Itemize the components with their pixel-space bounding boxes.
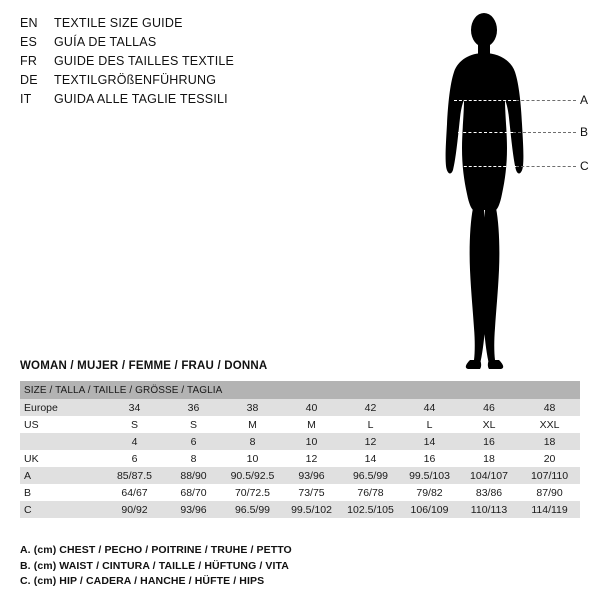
language-title: TEXTILGRÖßENFÜHRUNG — [54, 73, 217, 87]
table-cell: 18 — [519, 433, 580, 450]
table-cell: XL — [459, 416, 519, 433]
table-cell: 93/96 — [164, 501, 223, 518]
table-cell: 20 — [519, 450, 580, 467]
table-cell: 34 — [105, 399, 164, 416]
table-cell: S — [164, 416, 223, 433]
table-cell: 90/92 — [105, 501, 164, 518]
table-row — [20, 433, 580, 450]
table-cell: 68/70 — [164, 484, 223, 501]
language-title: GUIDA ALLE TAGLIE TESSILI — [54, 92, 228, 106]
measurement-label-b: B — [580, 125, 589, 139]
legend-item-b: B. (cm) WAIST / CINTURA / TAILLE / HÜFTUNG / VITA — [20, 559, 289, 572]
table-cell: 12 — [282, 450, 341, 467]
table-row — [20, 416, 580, 433]
table-cell: 36 — [164, 399, 223, 416]
section-title-woman: WOMAN / MUJER / FEMME / FRAU / DONNA — [20, 360, 268, 372]
table-cell: 114/119 — [519, 501, 580, 518]
table-cell: 14 — [341, 450, 400, 467]
measurement-label-a: A — [580, 93, 589, 107]
language-code: ES — [20, 35, 38, 49]
table-cell: 104/107 — [459, 467, 519, 484]
female-body-icon — [420, 8, 590, 373]
measurement-line-b-outer — [513, 132, 576, 133]
table-cell: 48 — [519, 399, 580, 416]
table-cell: M — [282, 416, 341, 433]
language-code: EN — [20, 16, 38, 30]
table-cell: 44 — [400, 399, 459, 416]
table-cell: 76/78 — [341, 484, 400, 501]
table-cell: 73/75 — [282, 484, 341, 501]
language-title: GUÍA DE TALLAS — [54, 35, 157, 49]
language-row — [20, 73, 350, 92]
table-cell: 88/90 — [164, 467, 223, 484]
table-cell: 85/87.5 — [105, 467, 164, 484]
table-cell: 16 — [459, 433, 519, 450]
table-cell: 110/113 — [459, 501, 519, 518]
language-row — [20, 54, 350, 73]
table-row — [20, 399, 580, 416]
table-cell: 10 — [223, 450, 282, 467]
row-label — [20, 433, 105, 450]
table-cell: 38 — [223, 399, 282, 416]
table-cell: 8 — [223, 433, 282, 450]
table-cell: 40 — [282, 399, 341, 416]
table-cell: 12 — [341, 433, 400, 450]
table-cell: 106/109 — [400, 501, 459, 518]
language-code: DE — [20, 73, 38, 87]
table-cell: S — [105, 416, 164, 433]
table-row — [20, 484, 580, 501]
table-header-row — [20, 381, 580, 399]
table-cell: 99.5/103 — [400, 467, 459, 484]
table-cell: 18 — [459, 450, 519, 467]
table-cell: L — [400, 416, 459, 433]
table-cell: 70/72.5 — [223, 484, 282, 501]
table-row — [20, 467, 580, 484]
table-row — [20, 450, 580, 467]
table-cell: 96.5/99 — [223, 501, 282, 518]
size-table — [20, 381, 580, 518]
table-cell: 4 — [105, 433, 164, 450]
measurement-line-a-inner — [454, 100, 516, 101]
table-cell: 99.5/102 — [282, 501, 341, 518]
table-cell: 42 — [341, 399, 400, 416]
table-cell: 8 — [164, 450, 223, 467]
row-label: US — [20, 416, 105, 433]
row-label: UK — [20, 450, 105, 467]
table-cell: 46 — [459, 399, 519, 416]
language-row — [20, 16, 350, 35]
table-cell: M — [223, 416, 282, 433]
table-row — [20, 501, 580, 518]
table-cell: 16 — [400, 450, 459, 467]
table-cell: 96.5/99 — [341, 467, 400, 484]
table-cell: 83/86 — [459, 484, 519, 501]
table-cell: 14 — [400, 433, 459, 450]
table-header-label: SIZE / TALLA / TAILLE / GRÖSSE / TAGLIA — [20, 381, 580, 399]
table-cell: 10 — [282, 433, 341, 450]
language-code: IT — [20, 92, 32, 106]
measurement-line-c-inner — [454, 166, 516, 167]
language-row — [20, 35, 350, 54]
measurement-line-b-inner — [458, 132, 513, 133]
female-silhouette-figure — [420, 8, 590, 373]
measurement-label-c: C — [580, 159, 589, 173]
row-label: B — [20, 484, 105, 501]
table-cell: 107/110 — [519, 467, 580, 484]
legend-item-a: A. (cm) CHEST / PECHO / POITRINE / TRUHE / PETTO — [20, 544, 292, 556]
table-cell: 6 — [164, 433, 223, 450]
table-cell: 79/82 — [400, 484, 459, 501]
row-label: A — [20, 467, 105, 484]
table-cell: 90.5/92.5 — [223, 467, 282, 484]
size-table-container — [20, 381, 580, 518]
table-cell: 64/67 — [105, 484, 164, 501]
row-label: C — [20, 501, 105, 518]
table-cell: 6 — [105, 450, 164, 467]
row-label: Europe — [20, 399, 105, 416]
measurement-line-a-outer — [516, 100, 576, 101]
language-title: GUIDE DES TAILLES TEXTILE — [54, 54, 235, 68]
legend-item-c: C. (cm) HIP / CADERA / HANCHE / HÜFTE / HIPS — [20, 575, 265, 587]
measurement-line-c-outer — [516, 166, 576, 167]
language-row — [20, 92, 350, 111]
measurement-legend — [20, 543, 292, 590]
language-title-block — [20, 16, 350, 111]
table-cell: 93/96 — [282, 467, 341, 484]
table-cell: 102.5/105 — [341, 501, 400, 518]
table-cell: XXL — [519, 416, 580, 433]
language-code: FR — [20, 54, 38, 68]
table-cell: 87/90 — [519, 484, 580, 501]
language-title: TEXTILE SIZE GUIDE — [54, 16, 183, 30]
table-cell: L — [341, 416, 400, 433]
